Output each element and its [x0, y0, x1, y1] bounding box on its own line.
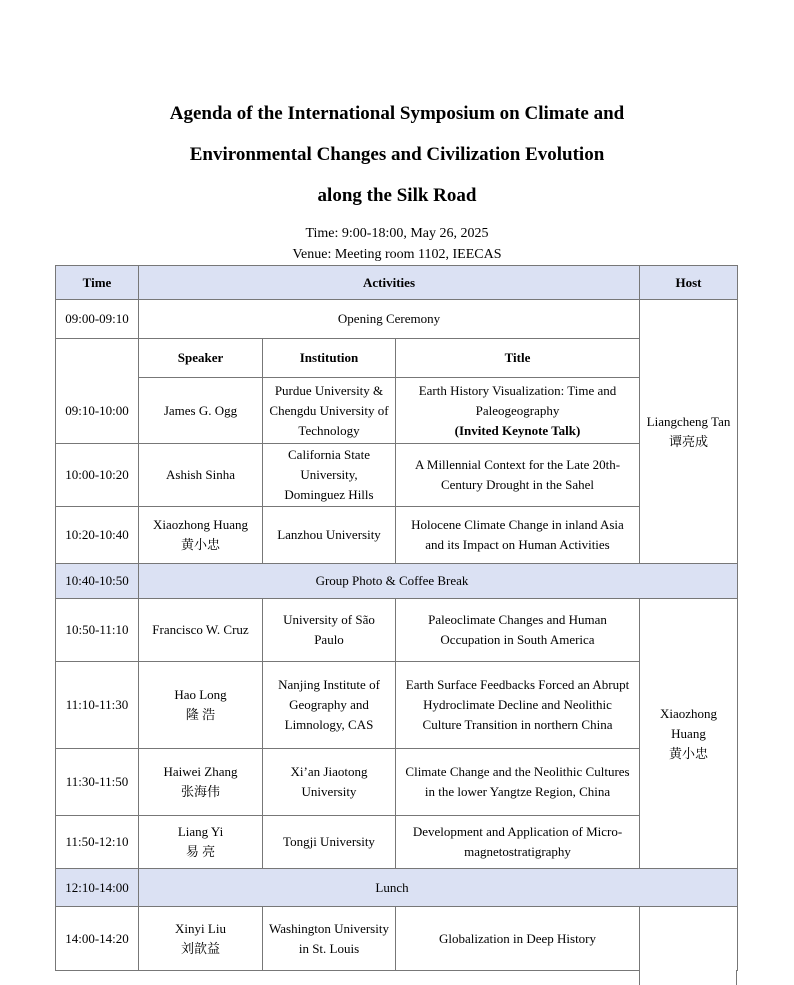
host-cell-session1 — [640, 300, 738, 564]
time-cell: 10:20-10:40 — [56, 507, 139, 564]
title-cell — [396, 507, 640, 564]
institution-cell: Xi’an Jiaotong University — [263, 749, 396, 816]
table-header-row — [56, 266, 738, 300]
agenda-table — [55, 265, 738, 971]
break-label-cell: Lunch — [139, 869, 738, 907]
opening-row — [56, 300, 738, 339]
speaker-cell — [139, 816, 263, 869]
speaker-name: James G. Ogg — [163, 402, 238, 418]
event-venue: Venue: Meeting room 1102, IEECAS — [292, 247, 502, 262]
subheader-institution: Institution — [263, 339, 396, 378]
document-title-line-2: Environmental Changes and Civilization Evolution — [189, 144, 605, 165]
time-cell: 10:50-11:10 — [56, 599, 139, 662]
talk-title: Earth Surface Feedbacks Forced an Abrupt Hydroclimate Decline and Neolithic Culture Transition in northern China — [405, 677, 630, 732]
speaker-cell — [139, 907, 263, 971]
institution-cell: University of São Paulo — [263, 599, 396, 662]
speaker-cell — [139, 662, 263, 749]
speaker-name: Xinyi Liu — [175, 920, 226, 936]
subheader-row — [56, 339, 738, 378]
opening-activity-cell: Opening Ceremony — [139, 300, 640, 339]
talk-row — [56, 907, 738, 971]
talk-title: Holocene Climate Change in inland Asia and its Impact on Human Activities — [411, 517, 624, 552]
title-cell — [396, 444, 640, 507]
col-header-time: Time — [56, 266, 139, 300]
break-row — [56, 564, 738, 599]
time-cell: 11:30-11:50 — [56, 749, 139, 816]
talk-title: Paleoclimate Changes and Human Occupation in South America — [428, 612, 607, 647]
talk-row — [56, 599, 738, 662]
host-name: Xiaozhong Huang — [659, 705, 718, 741]
talk-row — [56, 662, 738, 749]
host-cell-session2 — [640, 599, 738, 869]
institution-cell: Lanzhou University — [263, 507, 396, 564]
host-name: Liangcheng Tan — [646, 413, 731, 429]
time-cell: 09:10-10:00 — [56, 339, 139, 444]
speaker-name: Hao Long — [174, 687, 227, 702]
talk-title: Climate Change and the Neolithic Cultures in the lower Yangtze Region, China — [405, 764, 630, 799]
speaker-name-cjk: 刘歆益 — [180, 940, 220, 956]
talk-title: Earth History Visualization: Time and Paleogeography — [418, 382, 617, 418]
time-cell: 10:00-10:20 — [56, 444, 139, 507]
speaker-name: Xiaozhong Huang — [153, 517, 248, 532]
speaker-name: Francisco W. Cruz — [152, 622, 249, 637]
institution-cell: Tongji University — [263, 816, 396, 869]
talk-title: Development and Application of Micro-magnetostratigraphy — [412, 824, 623, 859]
time-cell: 10:40-10:50 — [56, 564, 139, 599]
speaker-name-cjk: 易 亮 — [185, 844, 216, 859]
speaker-cell — [139, 507, 263, 564]
speaker-name-cjk: 黄小忠 — [180, 537, 220, 552]
speaker-name: Ashish Sinha — [166, 467, 235, 482]
host-cell-session3 — [640, 907, 738, 971]
time-cell: 12:10-14:00 — [56, 869, 139, 907]
title-cell — [396, 599, 640, 662]
talk-row — [56, 816, 738, 869]
talk-row — [56, 749, 738, 816]
document-title-line-1: Agenda of the International Symposium on Climate and — [169, 103, 625, 124]
institution-cell: Washington University in St. Louis — [263, 907, 396, 971]
speaker-name-cjk: 隆 浩 — [185, 707, 216, 722]
talk-row — [56, 444, 738, 507]
table-continuation-stub — [639, 970, 737, 985]
title-cell — [396, 378, 640, 444]
institution-cell: California State University, Dominguez Hills — [263, 444, 396, 507]
talk-row — [56, 378, 738, 444]
subheader-speaker: Speaker — [139, 339, 263, 378]
speaker-cell — [139, 378, 263, 444]
institution-cell: Nanjing Institute of Geography and Limnology, CAS — [263, 662, 396, 749]
title-cell — [396, 749, 640, 816]
talk-title: A Millennial Context for the Late 20th-Century Drought in the Sahel — [414, 457, 621, 492]
break-label-cell: Group Photo & Coffee Break — [139, 564, 738, 599]
subheader-title: Title — [396, 339, 640, 378]
document-title-line-3: along the Silk Road — [317, 185, 477, 206]
title-cell — [396, 816, 640, 869]
time-cell: 11:50-12:10 — [56, 816, 139, 869]
talk-row — [56, 507, 738, 564]
event-time: Time: 9:00-18:00, May 26, 2025 — [305, 226, 489, 241]
institution-cell: Purdue University & Chengdu University of Technology — [263, 378, 396, 444]
time-cell: 11:10-11:30 — [56, 662, 139, 749]
document-header — [0, 100, 794, 265]
host-name-cjk: 黄小忠 — [669, 745, 709, 761]
title-cell — [396, 662, 640, 749]
col-header-activities: Activities — [139, 266, 640, 300]
host-name-cjk: 谭亮成 — [669, 433, 709, 449]
talk-title: Globalization in Deep History — [438, 930, 597, 946]
keynote-note: (Invited Keynote Talk) — [454, 422, 581, 438]
speaker-cell — [139, 749, 263, 816]
lunch-row — [56, 869, 738, 907]
speaker-name: Liang Yi — [177, 824, 224, 839]
col-header-host: Host — [640, 266, 738, 300]
speaker-name: Haiwei Zhang — [163, 764, 238, 779]
time-cell: 14:00-14:20 — [56, 907, 139, 971]
opening-time-cell: 09:00-09:10 — [56, 300, 139, 339]
title-cell — [396, 907, 640, 971]
speaker-cell — [139, 599, 263, 662]
speaker-name-cjk: 张海伟 — [180, 784, 220, 799]
speaker-cell — [139, 444, 263, 507]
